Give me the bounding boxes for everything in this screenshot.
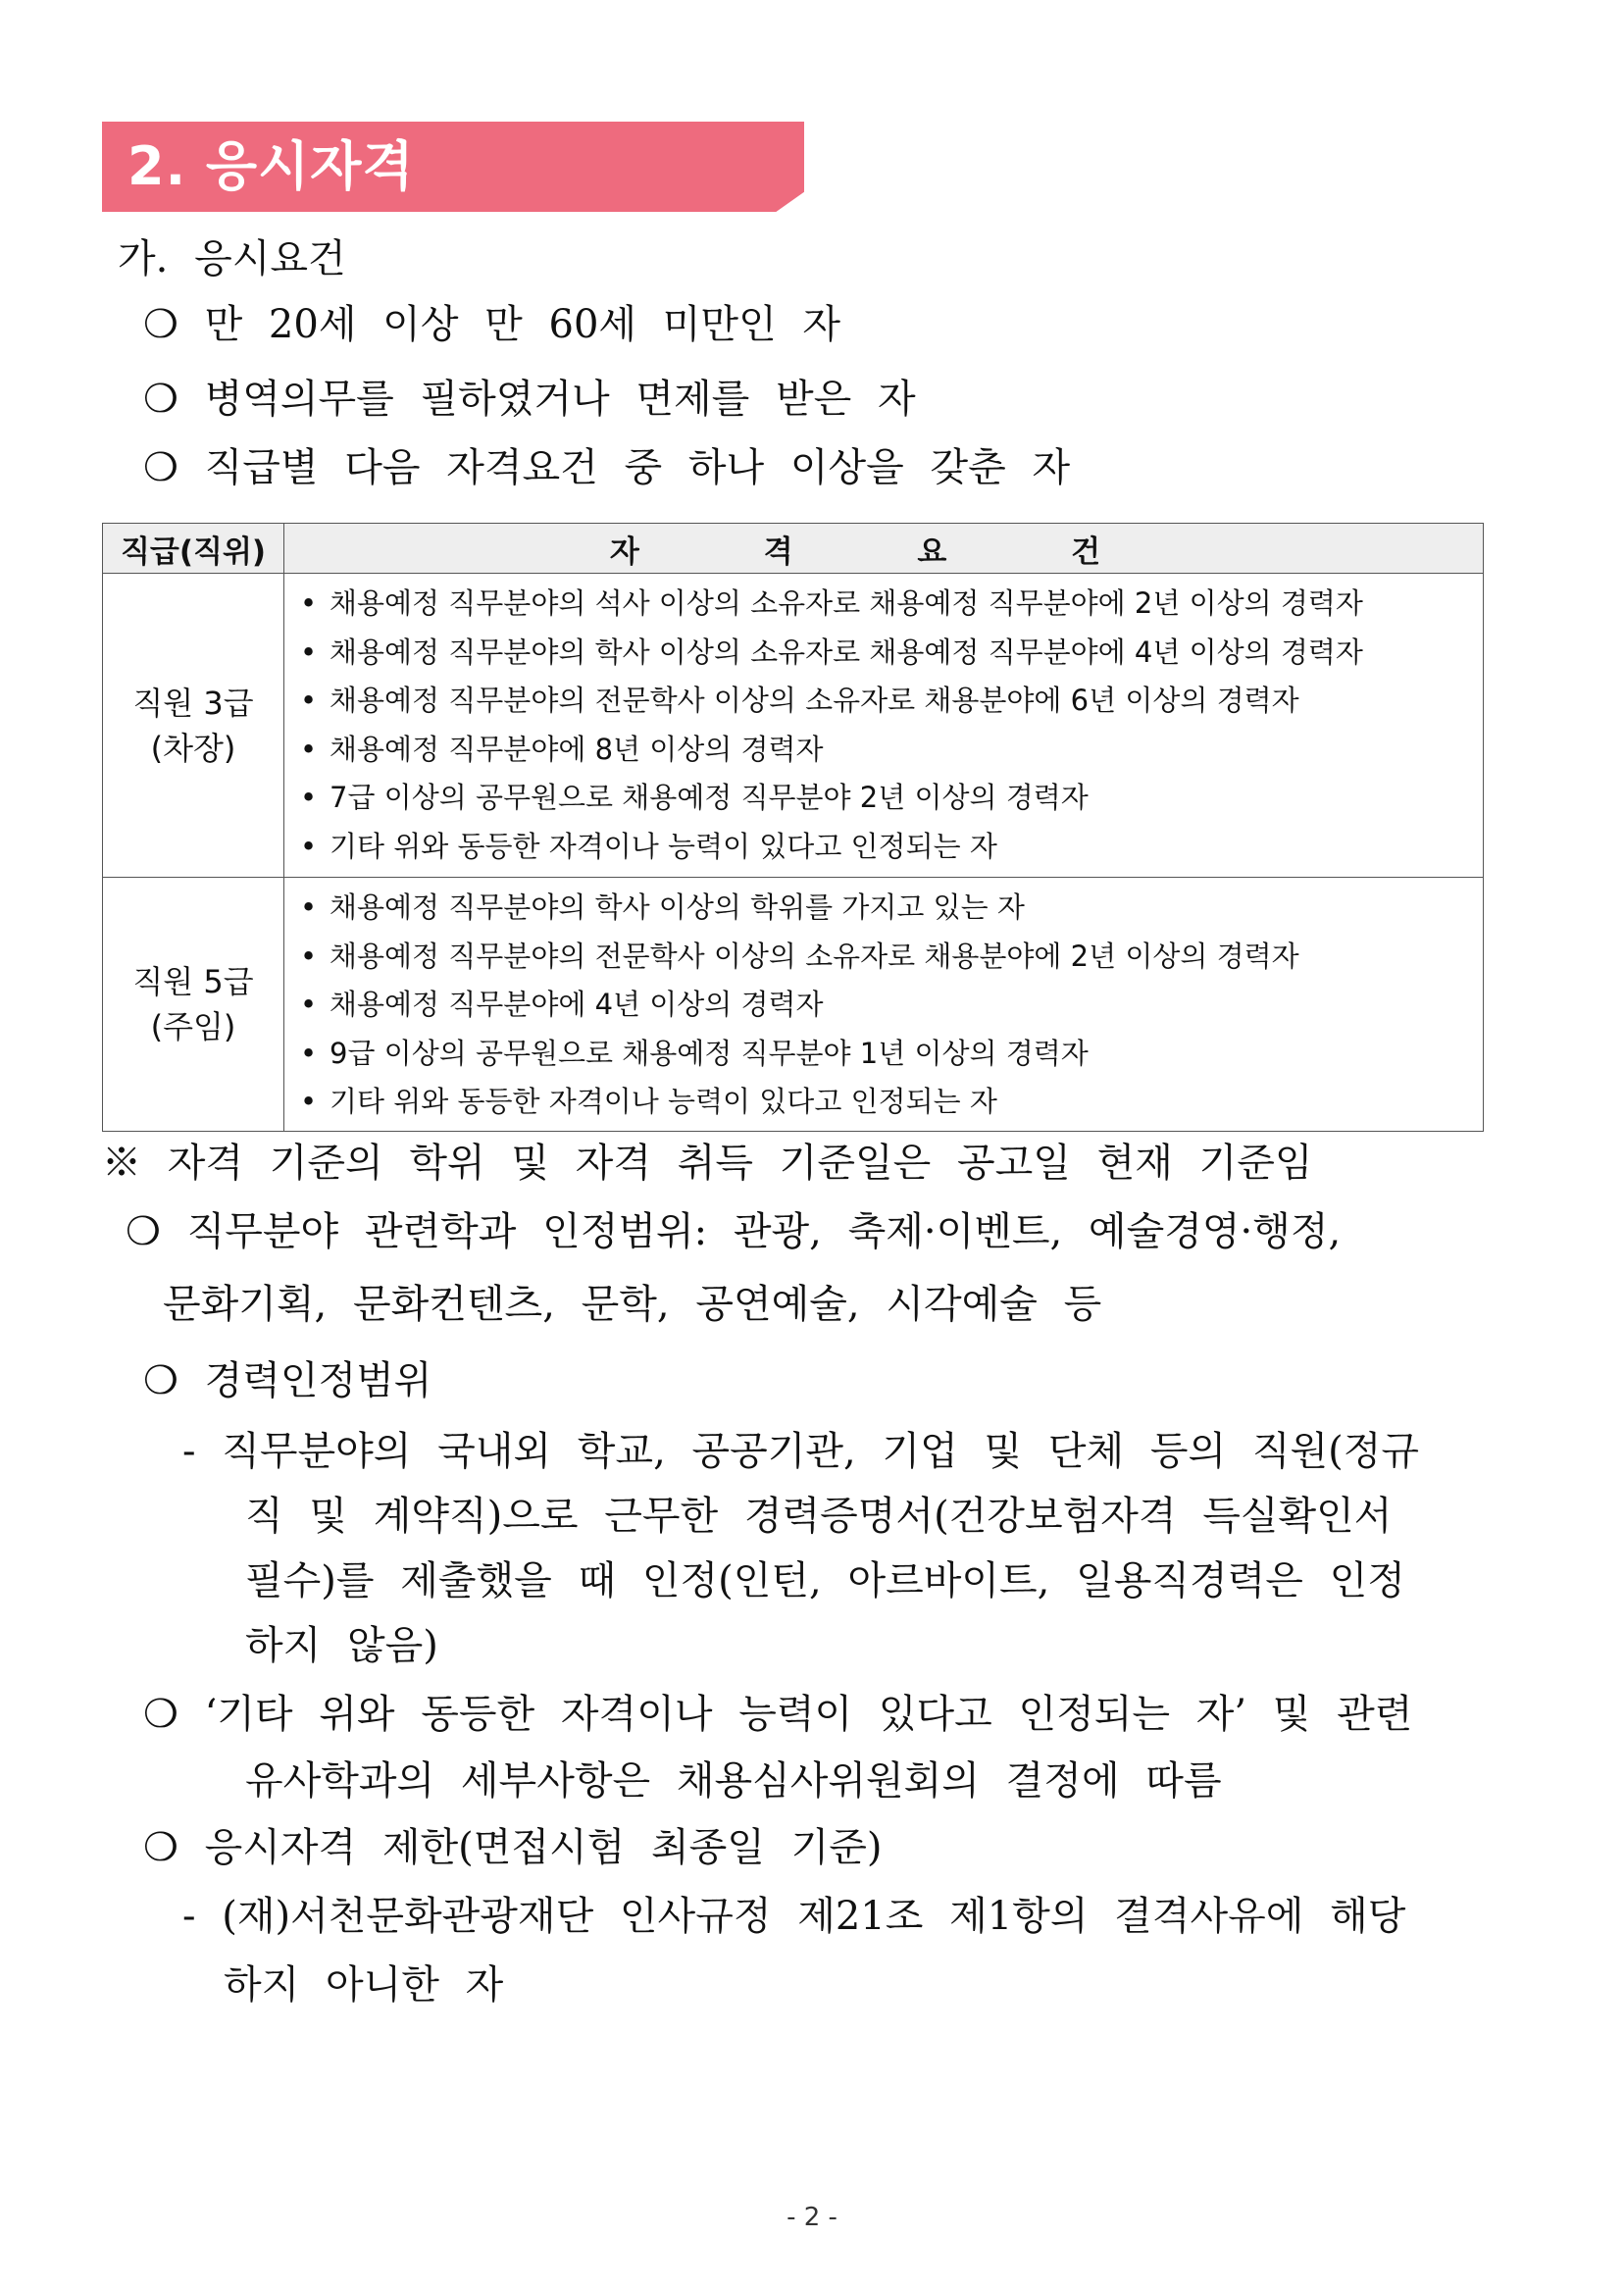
list-item: • 채용예정 직무분야의 전문학사 이상의 소유자로 채용분야에 2년 이상의 경력자: [300, 939, 1299, 973]
header-grade: 직급(직위): [103, 524, 284, 574]
restriction-line2: 하지 아니한 자: [224, 1962, 504, 2008]
other-criteria-text: ‘기타 위와 동등한 자격이나 능력이 있다고 인정되는 자’ 및 관련: [204, 1692, 1413, 1737]
circle-bullet-icon: ❍: [143, 1825, 178, 1870]
requirement-item-3: [143, 440, 1070, 495]
restriction-title: [143, 1820, 883, 1875]
table-row: [103, 878, 1484, 1132]
career-range-line4: 하지 않음): [245, 1623, 438, 1668]
circle-bullet-icon: ❍: [143, 1358, 178, 1403]
career-range-text: 직무분야의 국내외 학교, 공공기관, 기업 및 단체 등의 직원(정규: [222, 1429, 1419, 1474]
grade-cell: [103, 574, 284, 878]
position-label: (주임): [150, 1007, 236, 1045]
page-number: - 2 -: [787, 2203, 837, 2232]
career-range-title-text: 경력인정범위: [204, 1358, 432, 1403]
list-item: • 기타 위와 동등한 자격이나 능력이 있다고 인정되는 자: [300, 1085, 997, 1118]
career-range-line3: 필수)를 제출했을 때 인정(인턴, 아르바이트, 일용직경력은 인정: [245, 1558, 1405, 1603]
career-range-line1: [182, 1424, 1419, 1479]
grade-label: 직원 5급: [132, 962, 254, 1000]
criteria-note: ※ 자격 기준의 학위 및 자격 취득 기준일은 공고일 현재 기준임: [102, 1141, 1313, 1186]
requirement-cell: [284, 878, 1484, 1132]
restriction-text: (재)서천문화관광재단 인사규정 제21조 제1항의 결격사유에 해당: [222, 1894, 1406, 1939]
qualification-table: [102, 523, 1484, 1132]
requirement-item-2: [143, 372, 916, 427]
position-label: (차장): [150, 729, 236, 767]
section-title: 2. 응시자격: [127, 135, 415, 197]
table-header-row: [103, 524, 1484, 574]
dash-icon: -: [182, 1894, 196, 1939]
circle-bullet-icon: ❍: [126, 1209, 161, 1254]
subsection-title: 가. 응시요건: [118, 236, 346, 281]
circle-bullet-icon: ❍: [143, 1692, 178, 1737]
requirement-text: 직급별 다음 자격요건 중 하나 이상을 갖춘 자: [204, 445, 1071, 490]
circle-bullet-icon: ❍: [143, 377, 178, 422]
list-item: • 채용예정 직무분야에 4년 이상의 경력자: [300, 988, 824, 1021]
career-range-title: [143, 1353, 431, 1408]
list-item: • 7급 이상의 공무원으로 채용예정 직무분야 2년 이상의 경력자: [300, 781, 1089, 814]
requirement-cell: [284, 574, 1484, 878]
list-item: • 채용예정 직무분야의 학사 이상의 소유자로 채용예정 직무분야에 4년 이상의 경력자: [300, 635, 1363, 669]
requirement-item-1: [143, 297, 840, 352]
table-row: [103, 574, 1484, 878]
dash-icon: -: [182, 1429, 196, 1474]
list-item: • 9급 이상의 공무원으로 채용예정 직무분야 1년 이상의 경력자: [300, 1036, 1089, 1070]
circle-bullet-icon: ❍: [143, 445, 178, 490]
requirement-text: 병역의무를 필하였거나 면제를 받은 자: [204, 377, 916, 422]
restriction-line1: [182, 1889, 1405, 1944]
list-item: • 채용예정 직무분야의 학사 이상의 학위를 가지고 있는 자: [300, 890, 1025, 924]
grade-cell: [103, 878, 284, 1132]
career-range-line2: 직 및 계약직)으로 근무한 경력증명서(건강보험자격 득실확인서: [245, 1494, 1393, 1539]
grade-label: 직원 3급: [132, 684, 254, 722]
list-item: • 기타 위와 동등한 자격이나 능력이 있다고 인정되는 자: [300, 829, 997, 863]
list-item: • 채용예정 직무분야의 전문학사 이상의 소유자로 채용분야에 6년 이상의 경력자: [300, 684, 1299, 717]
major-range-text: 직무분야 관련학과 인정범위: 관광, 축제·이벤트, 예술경영·행정,: [186, 1209, 1342, 1254]
header-requirements: 자 격 요 건: [284, 524, 1484, 574]
restriction-title-text: 응시자격 제한(면접시험 최종일 기준): [204, 1825, 883, 1870]
major-range-line2: 문화기획, 문화컨텐츠, 문학, 공연예술, 시각예술 등: [163, 1282, 1102, 1327]
other-criteria-line1: [143, 1687, 1412, 1742]
list-item: • 채용예정 직무분야의 석사 이상의 소유자로 채용예정 직무분야에 2년 이상의 경력자: [300, 586, 1363, 620]
major-range-line1: [126, 1204, 1341, 1259]
requirement-text: 만 20세 이상 만 60세 미만인 자: [204, 302, 841, 347]
circle-bullet-icon: ❍: [143, 302, 178, 347]
list-item: • 채용예정 직무분야에 8년 이상의 경력자: [300, 732, 824, 766]
other-criteria-line2: 유사학과의 세부사항은 채용심사위원회의 결정에 따름: [245, 1758, 1222, 1804]
